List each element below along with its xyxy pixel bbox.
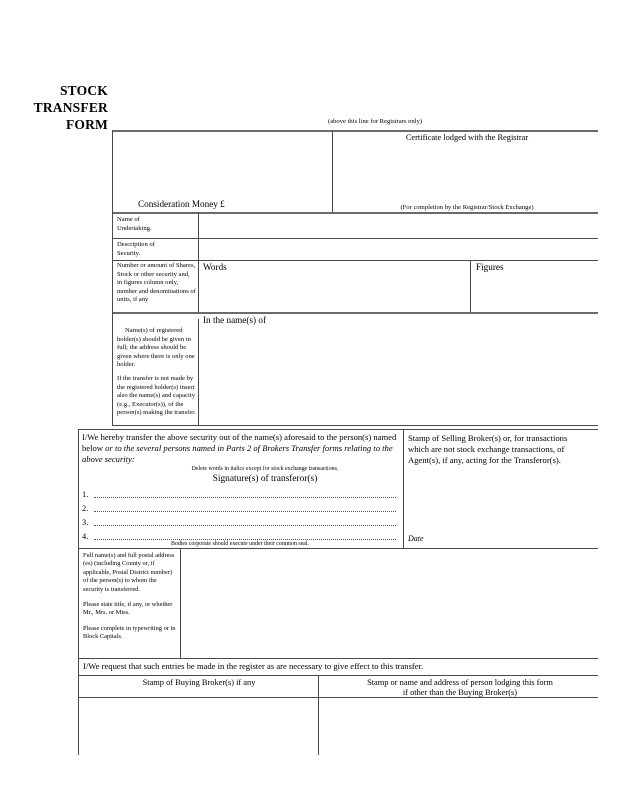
signature-number-2: 2. [82,504,89,513]
border-left-holders [112,312,113,425]
signature-input-2[interactable] [94,504,396,512]
amount-label: Number or amount of Shares, Stock or other security and, in figures column only, number and denominations of units, if any [117,262,196,304]
lodging-person-heading-line1: Stamp or name and address of person lodging this form [367,678,553,687]
registrars-only-note: (above this line for Registrars only) [328,118,422,125]
buying-broker-heading: Stamp of Buying Broker(s) if any [142,678,256,687]
signature-line-2[interactable] [82,504,396,513]
form-title-line-3: FORM [65,117,108,132]
rule-below-consideration [112,212,598,214]
security-label-line2: Security. [117,249,141,257]
border-left-address [78,548,79,658]
signature-line-1[interactable] [82,490,396,499]
transfer-line-2-italic: or to the several persons named in Parts 2 of Brokers Transfer forms relating to the [105,443,393,454]
address-instructions [83,552,177,649]
signature-number-1: 1. [82,490,89,499]
border-left-footer-header [78,675,79,697]
transfer-line-2-plain: below [82,443,106,454]
undertaking-label-line2: Undertaking. [117,224,152,232]
signature-input-1[interactable] [94,490,396,498]
divider-footer-header [318,675,319,697]
signature-heading: Signature(s) of transferor(s) [212,474,318,484]
consideration-money-label: Consideration Money £ [138,199,225,209]
divider-holders-notes [198,319,199,425]
form-title-line-2: TRANSFER [33,100,108,115]
rule-top [112,130,598,132]
address-note-1: Full name(s) and full postal address (es) (including County or, if applicable, Postal District number) of the person(s) to whom the security is transferred. [83,552,175,593]
rule-below-amount [112,312,598,314]
rule-below-address [78,658,598,659]
rule-below-transfer [78,548,598,549]
words-column-header: Words [203,262,227,272]
divider-words-figures [470,260,471,312]
lodging-person-heading-line2: if other than the Buying Broker(s) [402,688,518,697]
rule-below-undertaking [112,238,598,239]
form-title-line-1: STOCK [59,83,108,98]
divider-transfer-broker [403,429,404,548]
signature-input-3[interactable] [94,518,396,526]
divider-security [198,238,199,260]
divider-consideration-certificate [332,130,333,212]
border-left-undertaking [112,212,113,238]
form-title [30,82,108,133]
selling-broker-date-label: Date [408,534,424,543]
signature-line-3[interactable] [82,518,396,527]
border-left-request [78,658,79,675]
bodies-corporate-note: Bodies corporate should execute under their common seal. [170,541,310,547]
rule-below-holders [112,425,598,426]
holder-note-1: Name(s) of registered holder(s) should be given in full; the address should be given where there is only one holder. [117,327,195,369]
rule-below-security [112,260,598,261]
border-left-consideration [112,130,113,212]
buying-broker-stamp-box[interactable] [79,698,317,754]
undertaking-label-line1: Name of [117,216,140,223]
address-note-3: Please complete in typewriting or in Block Capitals. [83,624,176,641]
signature-number-3: 3. [82,518,89,527]
certificate-lodged-heading: Certificate lodged with the Registrar [405,133,529,142]
border-left-transfer [78,429,79,548]
lodging-person-heading [322,678,598,698]
divider-amount-words [198,260,199,312]
holder-note-2: If the transfer is not made by the registered holder(s) insert also the name(s) and capacity (e.g., Executor(s)), of the person(s) making the transfer. [117,375,196,417]
address-note-2: Please state title, if any, or whether Mr., Mrs. or Miss. [83,601,173,617]
lodging-person-stamp-box[interactable] [319,698,598,754]
signature-line-4[interactable] [82,532,396,541]
transfer-line-1: I/We hereby transfer the above security out of the name(s) aforesaid to the person(s) named [82,432,397,442]
rule-below-request [78,675,598,676]
delete-italics-note: Delete words in italics except for stock exchange transactions. [191,466,339,472]
divider-undertaking [198,212,199,238]
figures-column-header: Figures [476,262,504,272]
transfer-line-3-italic: above security: [82,454,135,465]
border-left-security [112,238,113,260]
selling-broker-stamp-text: Stamp of Selling Broker(s) or, for transactions which are not stock exchange transactions, of Agent(s), if any, acting for the Transferor(s). [408,433,568,466]
signature-input-4[interactable] [94,532,396,540]
border-left-amount [112,260,113,312]
divider-address-notes [180,548,181,658]
transfer-declaration [82,432,398,466]
rule-transfer-top [78,429,598,430]
security-label-line1: Description of [117,241,155,248]
register-request-text: I/We request that such entries be made in the register as are necessary to give effect to this transfer. [83,661,424,671]
registrar-completion-note: (For completion by the Registrar/Stock Exchange) [400,204,534,211]
in-the-names-of-label: In the name(s) of [203,315,267,325]
signature-number-4: 4. [82,532,89,541]
